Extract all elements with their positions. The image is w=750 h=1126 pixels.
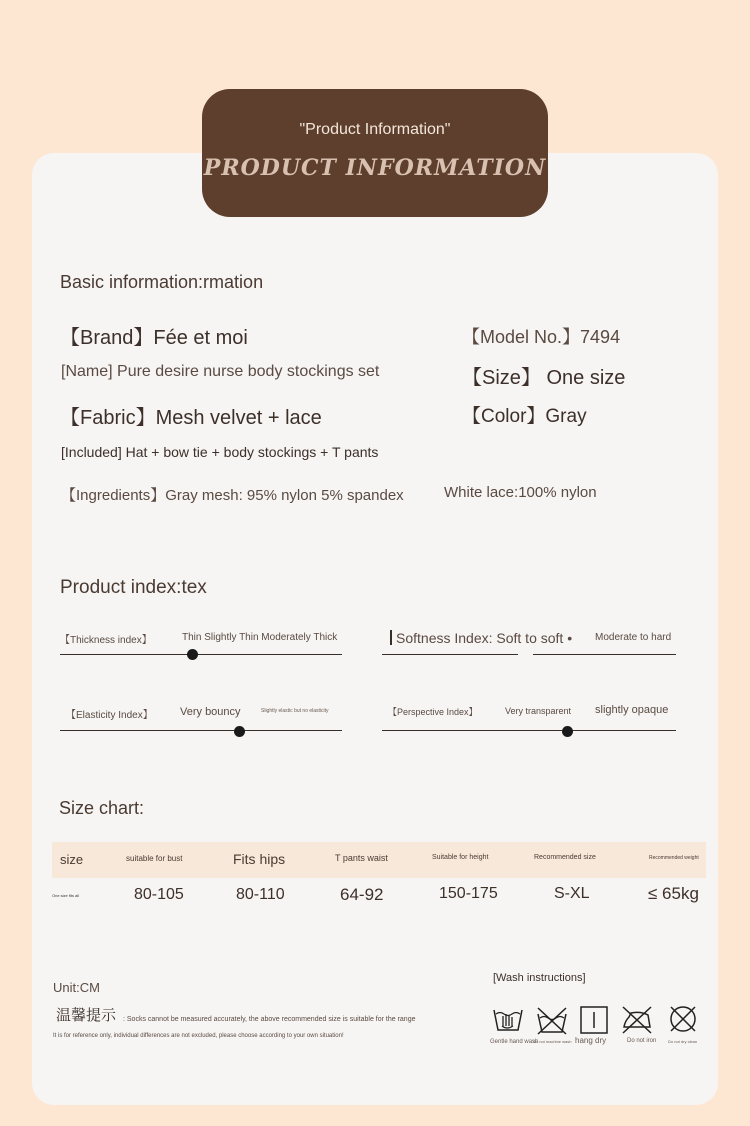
size-header-waist: T pants waist [335,853,388,863]
wash-caption-1: Gentle hand wash [490,1039,539,1045]
perspective-track [382,730,676,731]
thickness-scale: Thin Slightly Thin Moderately Thick [182,632,338,643]
wash-caption-4: Do not iron [627,1038,657,1044]
unit-label: Unit:CM [53,980,100,995]
size-cell-waist: 64-92 [340,885,384,904]
elasticity-scale-b: Slightly elastic but no elasticity [261,708,329,714]
name-field: [Name] Pure desire nurse body stockings set [61,363,380,380]
elasticity-track [60,730,342,731]
brand-field: 【Brand】Fée et moi [60,327,248,349]
fabric-field: 【Fabric】Mesh velvet + lace [60,407,322,429]
size-header-height: Suitable for height [432,854,489,861]
header-banner [202,89,548,217]
tips-line-2: It is for reference only, individual differences are not excluded, please choose according to your own situation! [53,1033,344,1039]
size-field: 【Size】 One size [462,367,626,389]
size-header-hips: Fits hips [233,851,286,867]
ingredients-field: 【Ingredients】Gray mesh: 95% nylon 5% spandex [61,487,404,504]
perspective-marker [562,726,573,737]
ingredients-lace-field: White lace:100% nylon [444,484,597,501]
no-dry-clean-icon [667,1003,699,1035]
size-cell-bust: 80-105 [134,886,184,903]
size-header-size: size [60,852,84,867]
no-machine-wash-icon [536,1004,568,1036]
size-cell-hips: 80-110 [236,886,285,903]
perspective-label: 【Perspective Index】 [388,707,478,717]
size-cell-height: 150-175 [439,885,498,902]
softness-scale-right: Moderate to hard [595,632,672,643]
hand-wash-icon [492,1002,524,1034]
elasticity-marker [234,726,245,737]
elasticity-scale-a: Very bouncy [180,706,241,718]
banner-subtitle: "Product Information" [299,121,451,138]
included-field: [Included] Hat + bow tie + body stockings + T pants [61,444,379,460]
softness-track-left [382,654,518,655]
tips-title: 温馨提示 [56,1006,117,1024]
elasticity-label: 【Elasticity Index】 [66,710,153,721]
size-cell-size: One size fits all [52,893,80,898]
wash-caption-2: Do not machine wash [533,1039,572,1044]
thickness-label: 【Thickness index】 [60,635,152,646]
hang-dry-icon [578,1004,610,1036]
wash-caption-3: hang dry [575,1036,607,1045]
size-header-weight: Recommended weight [649,855,699,861]
softness-label: Softness Index: Soft to soft • [396,630,573,646]
size-header-bust: suitable for bust [126,854,183,863]
thickness-marker [187,649,198,660]
size-chart-heading: Size chart: [59,798,145,818]
product-index-heading: Product index:tex [60,577,207,598]
softness-track-right [533,654,676,655]
no-iron-icon [621,1003,653,1035]
size-cell-weight: ≤ 65kg [648,884,699,903]
info-card [32,153,718,1105]
wash-heading: [Wash instructions] [493,972,586,984]
thickness-track [60,654,342,655]
basic-info-heading: Basic information:rmation [60,272,264,292]
perspective-scale-a: Very transparent [505,706,572,716]
size-cell-recommended-size: S-XL [554,885,590,902]
color-field: 【Color】Gray [462,406,587,427]
softness-bar-mark [390,630,392,645]
size-header-recommended-size: Recommended size [534,854,596,861]
banner-title: PRODUCT INFORMATION [203,155,547,181]
tips-line-1: : Socks cannot be measured accurately, the above recommended size is suitable for the range [123,1016,416,1023]
wash-caption-5: Do not dry clean [668,1039,698,1044]
perspective-scale-b: slightly opaque [595,704,669,716]
model-field: 【Model No.】7494 [462,327,621,347]
